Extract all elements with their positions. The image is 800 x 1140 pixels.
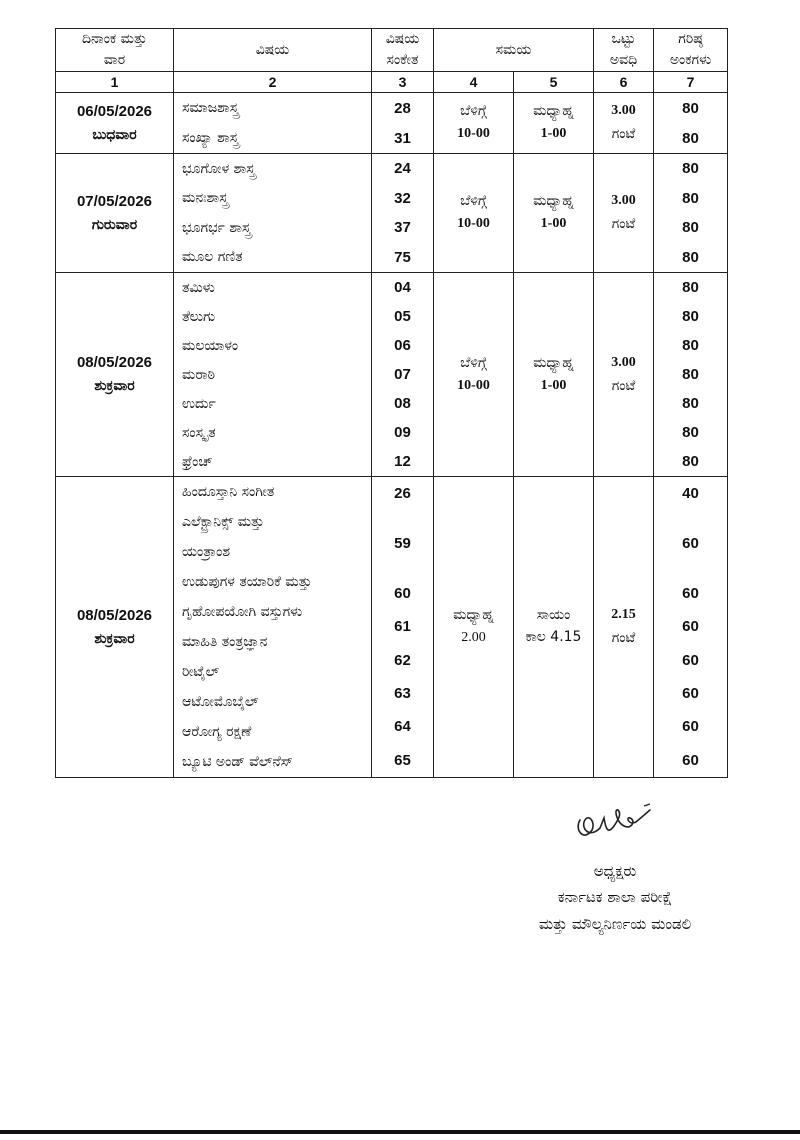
subject-name: ಎಲೆಕ್ಟ್ರಾನಿಕ್ಸ್ ಮತ್ತು [182, 514, 265, 530]
max-marks: 80 [682, 279, 699, 296]
subject-code: 06 [394, 337, 411, 354]
column-number: 4 [434, 72, 514, 93]
column-number: 6 [594, 72, 654, 93]
subject-code: 75 [394, 248, 411, 266]
max-marks: 80 [682, 453, 699, 470]
codes-cell [372, 154, 434, 273]
subject-code: 37 [394, 219, 411, 237]
subject-code: 32 [394, 189, 411, 207]
exam-day: ಶುಕ್ರವಾರ [94, 630, 135, 647]
end-time-cell [514, 273, 594, 477]
column-number: 5 [514, 72, 594, 93]
subject-name: ಸಮಾಜಶಾಸ್ತ್ರ [182, 100, 239, 116]
duration-unit: ಗಂಟೆ [611, 630, 636, 646]
exam-day: ಗುರುವಾರ [91, 216, 138, 233]
duration-unit: ಗಂಟೆ [611, 216, 636, 232]
exam-block [56, 93, 728, 154]
codes-cell [372, 477, 434, 778]
max-marks: 80 [682, 129, 699, 147]
subject-name: ಉಡುಪುಗಳ ತಯಾರಿಕೆ ಮತ್ತು [182, 574, 312, 590]
header-subject-text: ವಿಷಯ [255, 41, 290, 58]
subjects-cell [174, 477, 372, 778]
bottom-border [0, 1130, 800, 1134]
subject-code: 24 [394, 160, 411, 178]
start-time-cell [434, 477, 514, 778]
max-marks: 80 [682, 308, 699, 325]
exam-date-cell [56, 273, 174, 477]
duration-unit: ಗಂಟೆ [611, 377, 636, 394]
duration-cell [594, 273, 654, 477]
header-duration [594, 29, 654, 72]
max-marks: 80 [682, 99, 699, 117]
max-marks: 60 [682, 718, 699, 736]
header-subject-code-text: ವಿಷಯ ಸಂಕೇತ [385, 31, 420, 68]
header-duration-text: ಒಟ್ಟು ಅವಧಿ [609, 31, 638, 68]
subject-code: 09 [394, 424, 411, 441]
end-time-label: ಸಾಯಂ [536, 607, 571, 624]
duration-value: 2.15 [611, 607, 636, 623]
duration-cell [594, 154, 654, 273]
header-date-day-text: ದಿನಾಂಕ ಮತ್ತು ವಾರ [81, 31, 148, 68]
signature-scribble [570, 800, 660, 852]
header-max-marks-text: ಗರಿಷ್ಠ ಅಂಕಗಳು [669, 31, 712, 68]
header-subject-code [372, 29, 434, 72]
subjects-cell [174, 273, 372, 477]
codes-cell [372, 93, 434, 154]
end-time-cell [514, 477, 594, 778]
signatory-title: ಅಧ್ಯಕ್ಷರು [593, 862, 637, 880]
exam-date: 08/05/2026 [76, 354, 153, 372]
start-time-value: 10-00 [457, 126, 490, 141]
subject-code: 07 [394, 366, 411, 383]
subject-code: 12 [394, 453, 411, 470]
subject-code: 28 [394, 99, 411, 117]
max-marks: 80 [682, 219, 699, 237]
subject-code: 65 [394, 751, 411, 769]
exam-date: 08/05/2026 [76, 606, 153, 624]
subject-name: ತೆಲುಗು [182, 308, 216, 325]
max-marks: 60 [682, 651, 699, 669]
exam-date: 06/05/2026 [76, 102, 153, 120]
max-marks: 60 [682, 618, 699, 636]
subjects-cell [174, 154, 372, 273]
exam-date-cell [56, 154, 174, 273]
subject-code: 05 [394, 308, 411, 325]
subject-name: ಹಿಂದೂಸ್ತಾನಿ ಸಂಗೀತ [182, 484, 275, 500]
column-number-row [56, 72, 728, 93]
marks-cell [654, 93, 728, 154]
end-time-label: ಮಧ್ಯಾಹ್ನ [533, 354, 574, 371]
duration-value: 3.00 [611, 193, 636, 209]
header-date-day [56, 29, 174, 72]
duration-cell [594, 477, 654, 778]
max-marks: 80 [682, 160, 699, 178]
marks-cell [654, 154, 728, 273]
subject-name: ಆರೋಗ್ಯ ರಕ್ಷಣೆ [182, 724, 252, 740]
max-marks: 60 [682, 684, 699, 702]
column-number: 3 [372, 72, 434, 93]
header-subject [174, 29, 372, 72]
subject-name: ಗೃಹೋಪಯೋಗಿ ವಸ್ತುಗಳು [182, 604, 303, 620]
max-marks: 80 [682, 337, 699, 354]
exam-block [56, 273, 728, 477]
subject-code: 26 [394, 485, 411, 503]
max-marks: 80 [682, 189, 699, 207]
subject-name: ಉರ್ದು [182, 395, 216, 412]
marks-cell [654, 273, 728, 477]
header-max-marks [654, 29, 728, 72]
end-time-cell [514, 93, 594, 154]
header-time-text: ಸಮಯ [495, 41, 532, 58]
subject-name: ಯಂತ್ರಾಂಶ [182, 544, 231, 560]
start-time-label: ಬೆಳಿಗ್ಗೆ [460, 354, 487, 371]
subject-name: ಸಂಖ್ಯಾ ಶಾಸ್ತ್ರ [182, 130, 239, 146]
subject-name: ಮನಃಶಾಸ್ತ್ರ [182, 190, 229, 207]
max-marks: 80 [682, 395, 699, 412]
start-time-label: ಮಧ್ಯಾಹ್ನ [453, 607, 494, 624]
subject-name: ಮೂಲ ಗಣಿತ [182, 249, 243, 266]
subject-name: ಭೂಗರ್ಭ ಶಾಸ್ತ್ರ [182, 219, 251, 236]
subject-code: 63 [394, 684, 411, 702]
subject-name: ಆಟೋಮೊಬೈಲ್ [182, 694, 259, 710]
subject-code: 60 [394, 584, 411, 602]
duration-unit: ಗಂಟೆ [611, 126, 636, 142]
header-row [56, 29, 728, 72]
codes-cell [372, 273, 434, 477]
subject-code: 08 [394, 395, 411, 412]
column-number: 2 [174, 72, 372, 93]
subject-name: ಬ್ಯೂಟಿ ಅಂಡ್ ವೆಲ್‌ನೆಸ್ [182, 754, 293, 770]
subject-name: ಭೂಗೋಳ ಶಾಸ್ತ್ರ [182, 160, 256, 177]
subject-name: ರೀಟೈಲ್ [182, 664, 220, 680]
end-time-cell [514, 154, 594, 273]
exam-day: ಬುಧವಾರ [92, 126, 137, 143]
subject-name: ಸಂಸ್ಕೃತ [182, 424, 216, 441]
subject-code: 61 [394, 618, 411, 636]
subject-code: 62 [394, 651, 411, 669]
subject-code: 64 [394, 718, 411, 736]
max-marks: 60 [682, 534, 699, 552]
start-time-label: ಬೆಳಿಗ್ಗೆ [460, 193, 487, 210]
max-marks: 80 [682, 366, 699, 383]
subject-name: ತಮಿಳು [182, 279, 215, 296]
start-time-cell [434, 273, 514, 477]
max-marks: 80 [682, 248, 699, 266]
max-marks: 60 [682, 584, 699, 602]
board-name-line-2: ಮತ್ತು ಮೌಲ್ಯನಿರ್ಣಯ ಮಂಡಲಿ [538, 914, 692, 933]
marks-cell [654, 477, 728, 778]
subject-code: 59 [394, 534, 411, 552]
subject-code: 04 [394, 279, 411, 296]
subjects-cell [174, 93, 372, 154]
subject-name: ಫ್ರೆಂಚ್ [182, 453, 213, 470]
signature-block [500, 800, 730, 937]
subject-name: ಮಲಯಾಳಂ [182, 337, 239, 354]
start-time-value: 2.00 [461, 630, 486, 645]
duration-value: 3.00 [611, 354, 636, 370]
max-marks: 60 [682, 751, 699, 769]
exam-timetable [55, 28, 728, 778]
start-time-value: 10-00 [457, 216, 490, 231]
exam-block [56, 154, 728, 273]
start-time-value: 10-00 [457, 377, 490, 393]
end-time-label: ಮಧ್ಯಾಹ್ನ [533, 103, 574, 120]
duration-value: 3.00 [611, 103, 636, 119]
max-marks: 40 [682, 485, 699, 503]
exam-date: 07/05/2026 [76, 192, 153, 210]
end-time-label: ಮಧ್ಯಾಹ್ನ [533, 193, 574, 210]
end-time-value: 1-00 [540, 377, 567, 393]
end-time-value: ಕಾಲ 4.15 [525, 629, 582, 645]
exam-day: ಶುಕ್ರವಾರ [94, 378, 135, 395]
exam-date-cell [56, 477, 174, 778]
column-number: 7 [654, 72, 728, 93]
start-time-label: ಬೆಳಿಗ್ಗೆ [460, 103, 487, 120]
subject-name: ಮಾಹಿತಿ ತಂತ್ರಜ್ಞಾನ [182, 634, 268, 650]
subject-name: ಮರಾಠಿ [182, 366, 216, 383]
subject-code: 31 [394, 129, 411, 147]
board-name-line-1: ಕರ್ನಾಟಕ ಶಾಲಾ ಪರೀಕ್ಷೆ [557, 888, 673, 907]
start-time-cell [434, 154, 514, 273]
exam-date-cell [56, 93, 174, 154]
header-time [434, 29, 594, 72]
exam-block [56, 477, 728, 778]
start-time-cell [434, 93, 514, 154]
column-number: 1 [56, 72, 174, 93]
end-time-value: 1-00 [540, 216, 567, 231]
max-marks: 80 [682, 424, 699, 441]
duration-cell [594, 93, 654, 154]
end-time-value: 1-00 [540, 126, 567, 141]
